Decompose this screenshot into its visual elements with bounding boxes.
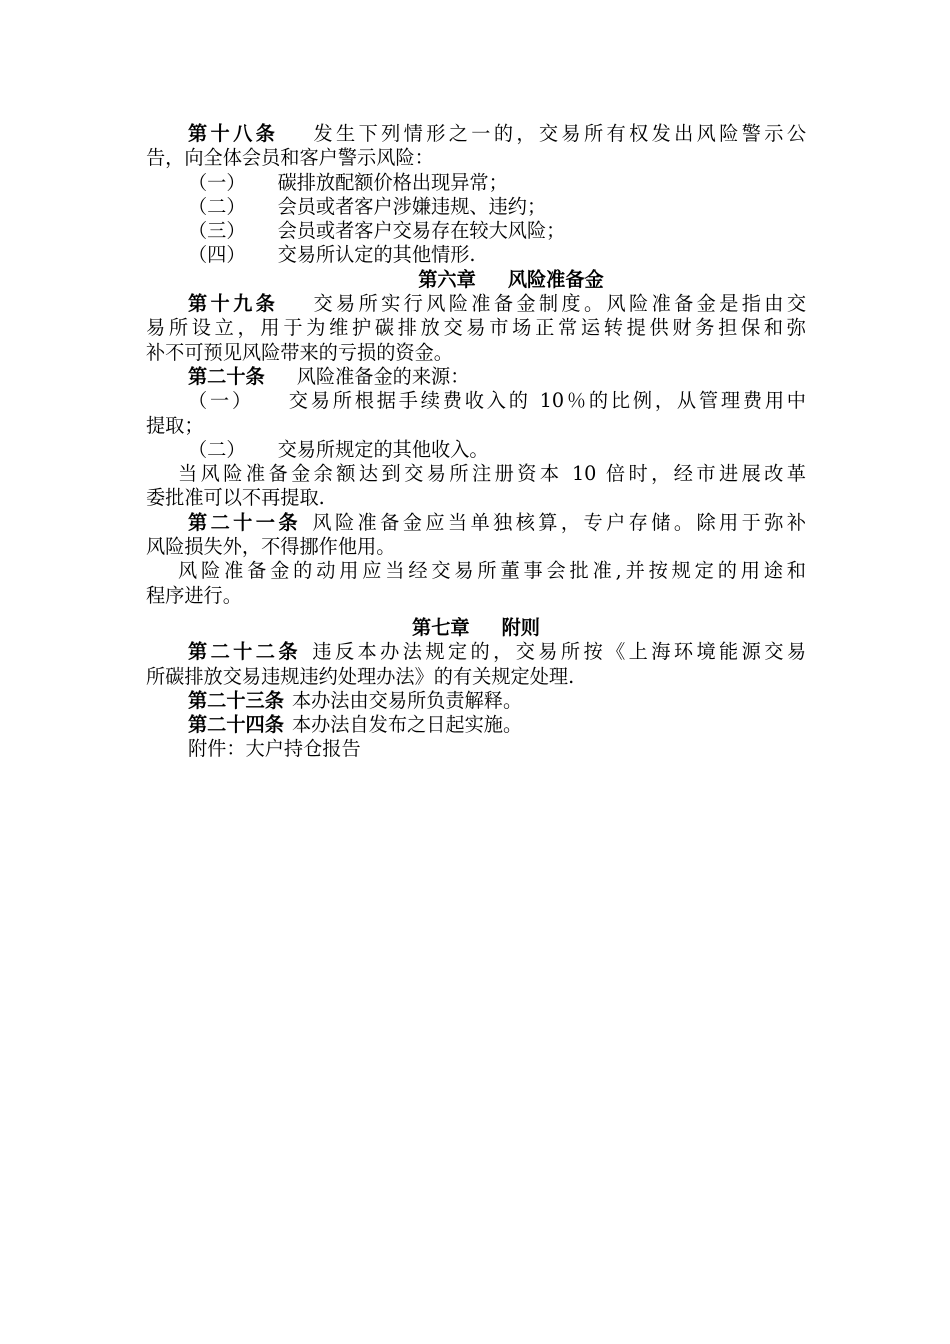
- article-21-line-2: 风险损失外，不得挪作他用。: [146, 535, 396, 559]
- chapter-6-number: 第六章: [418, 267, 476, 291]
- item-text: 会员或者客户涉嫌违规、违约；: [277, 194, 547, 218]
- article-24-text: 本办法自发布之日起实施。: [291, 713, 523, 737]
- item-number: （二）: [188, 437, 246, 461]
- reserve-cap-line-2: 委批准可以不再提取.: [146, 486, 325, 510]
- reserve-use-line-1: 风险准备金的动用应当经交易所董事会批准,并按规定的用途和: [178, 559, 806, 583]
- article-20-item-1-continued: 提取；: [146, 413, 204, 437]
- article-19-text-1: 交易所实行风险准备金制度。风险准备金是指由交: [310, 292, 807, 316]
- item-number: （一）: [188, 389, 254, 413]
- reserve-cap-line-1: 当风险准备金余额达到交易所注册资本 10 倍时，经市进展改革: [178, 462, 806, 486]
- article-23-label: 第二十三条: [188, 688, 284, 712]
- item-text: 交易所规定的其他收入。: [277, 437, 489, 461]
- article-21-label: 第二十一条: [188, 510, 301, 534]
- article-23-text: 本办法由交易所负责解释。: [291, 688, 523, 712]
- article-22-text-1: 违反本办法规定的，交易所按《上海环境能源交易: [308, 640, 807, 664]
- article-18-text-1: 发生下列情形之一的，交易所有权发出风险警示公: [310, 122, 807, 145]
- article-19-line-1: [146, 292, 806, 316]
- chapter-7-heading: [146, 616, 806, 640]
- article-21-text-1: 风险准备金应当单独核算，专户存储。除用于弥补: [308, 510, 807, 534]
- article-22-line-1: [146, 640, 806, 664]
- article-18-item-3: [146, 219, 806, 243]
- article-18-line-2: 告，向全体会员和客户警示风险：: [146, 146, 434, 170]
- article-20-label: 第二十条: [188, 364, 265, 388]
- article-19-line-2: 易所设立，用于为维护碳排放交易市场正常运转提供财务担保和弥: [146, 316, 806, 340]
- chapter-7-title: 附则: [501, 615, 540, 639]
- article-20-item-1: [146, 389, 806, 413]
- item-number: （三）: [188, 219, 246, 243]
- chapter-6-heading: [146, 268, 806, 292]
- article-18-line-1: [146, 122, 806, 146]
- article-20-line-1: [146, 365, 806, 389]
- article-20-text-1: 风险准备金的来源：: [296, 364, 470, 388]
- article-20-item-2: [146, 438, 806, 462]
- article-21-line-1: [146, 511, 806, 535]
- article-22-label: 第二十二条: [188, 640, 301, 664]
- item-text: 碳排放配额价格出现异常；: [277, 170, 508, 194]
- reserve-use-line-2: 程序进行。: [146, 583, 242, 607]
- chapter-7-number: 第七章: [412, 615, 470, 639]
- item-number: （二）: [188, 194, 246, 218]
- article-24-label: 第二十四条: [188, 713, 284, 737]
- article-19-label: 第十九条: [188, 292, 279, 316]
- item-text: 交易所认定的其他情形.: [277, 243, 476, 267]
- item-number: （四）: [188, 243, 246, 267]
- item-text: 交易所根据手续费收入的 10％的比例，从管理费用中: [285, 389, 806, 413]
- article-19-line-3: 补不可预见风险带来的亏损的资金。: [146, 340, 453, 364]
- item-text: 会员或者客户交易存在较大风险；: [277, 219, 566, 243]
- attachment-line: 附件：大户持仓报告: [188, 737, 361, 761]
- document-page: [146, 122, 806, 762]
- article-18-label: 第十八条: [188, 122, 279, 145]
- chapter-6-title: 风险准备金: [507, 267, 604, 291]
- article-24-line: [146, 713, 806, 737]
- item-number: （一）: [188, 170, 246, 194]
- article-18-item-1: [146, 171, 806, 195]
- article-18-item-2: [146, 195, 806, 219]
- article-23-line: [146, 689, 806, 713]
- article-18-item-4: [146, 243, 806, 267]
- article-22-line-2: 所碳排放交易违规违约处理办法》的有关规定处理.: [146, 664, 575, 688]
